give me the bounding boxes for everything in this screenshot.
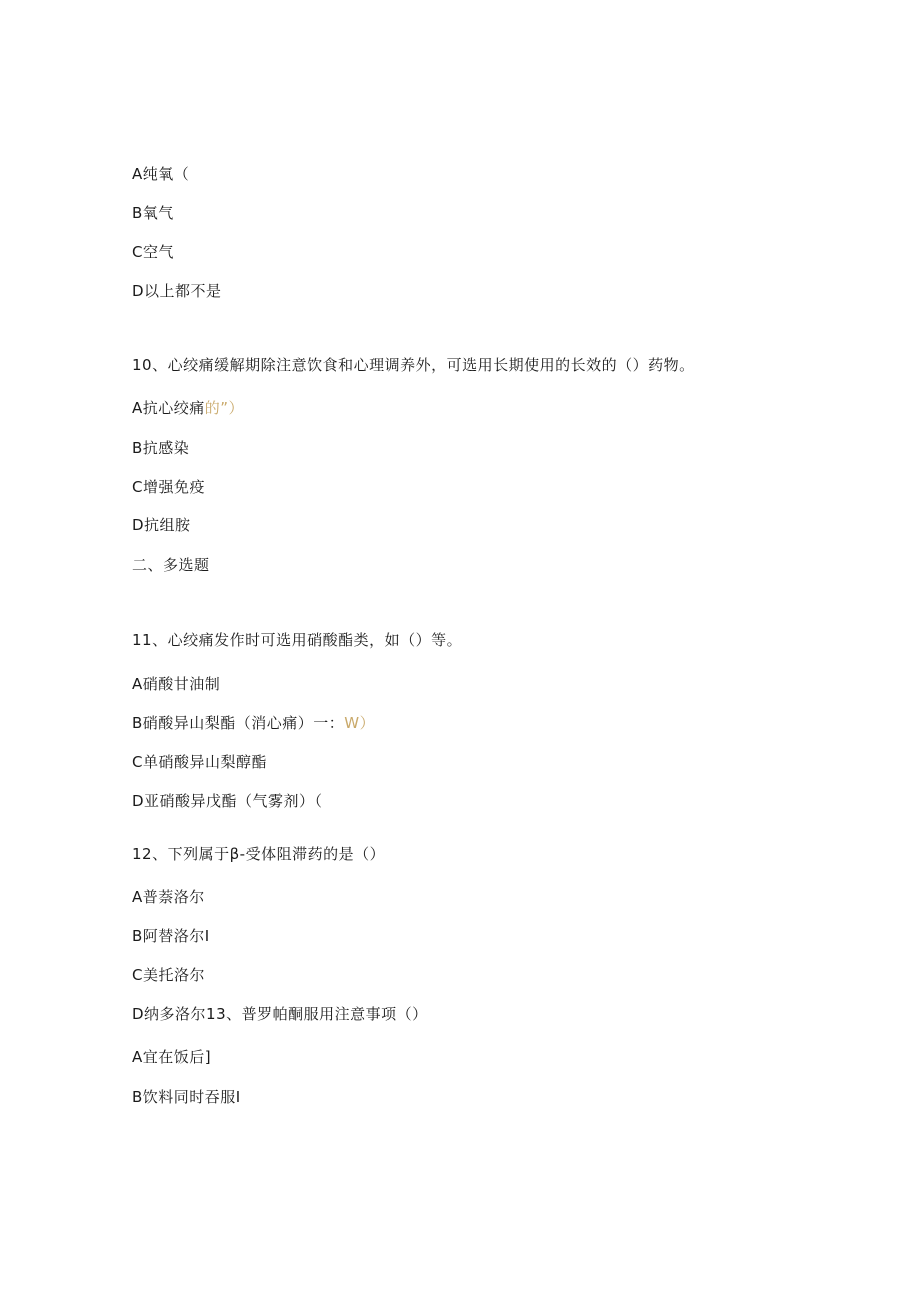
q9-option-d: D以上都不是 <box>132 282 222 300</box>
q10-option-b: B抗感染 <box>132 439 190 457</box>
q12-option-a: A普萘洛尔 <box>132 888 205 906</box>
q9-option-c: C空气 <box>132 243 174 261</box>
q11-option-a: A硝酸甘油制 <box>132 675 221 693</box>
q11-option-c: C单硝酸异山梨醇酯 <box>132 753 267 771</box>
q12-option-b: B阿替洛尔I <box>132 927 210 945</box>
q11-option-b <box>132 713 375 733</box>
q12-option-d-and-q13-stem: D纳多洛尔13、普罗帕酮服用注意事项（） <box>132 1005 428 1023</box>
q11-stem: 11、心绞痛发作时可选用硝酸酯类，如（）等。 <box>132 631 463 649</box>
q11-option-b-faint-mark: W） <box>344 714 376 732</box>
q12-stem: 12、下列属于β-受体阻滞药的是（） <box>132 845 386 863</box>
q9-option-b: B氧气 <box>132 204 174 222</box>
q10-stem: 10、心绞痛缓解期除注意饮食和心理调养外，可选用长期使用的长效的（）药物。 <box>132 356 695 374</box>
q10-option-c: C增强免疫 <box>132 478 205 496</box>
q10-option-d: D抗组胺 <box>132 516 191 534</box>
q13-option-a: A宜在饭后] <box>132 1048 212 1066</box>
q13-option-b: B饮料同时吞服I <box>132 1088 241 1106</box>
section-heading-multiple-choice: 二、多选题 <box>132 556 210 574</box>
q11-option-d: D亚硝酸异戊酯（气雾剂）（ <box>132 792 323 810</box>
q10-option-a <box>132 398 244 418</box>
q10-option-a-faint-mark: 的”） <box>204 399 245 417</box>
q10-option-a-text: A抗心绞痛 <box>132 399 205 417</box>
q9-option-a: A纯氧（ <box>132 165 190 183</box>
q12-option-c: C美托洛尔 <box>132 966 205 984</box>
q11-option-b-text: B硝酸异山梨酯（消心痛）一： <box>132 714 345 732</box>
